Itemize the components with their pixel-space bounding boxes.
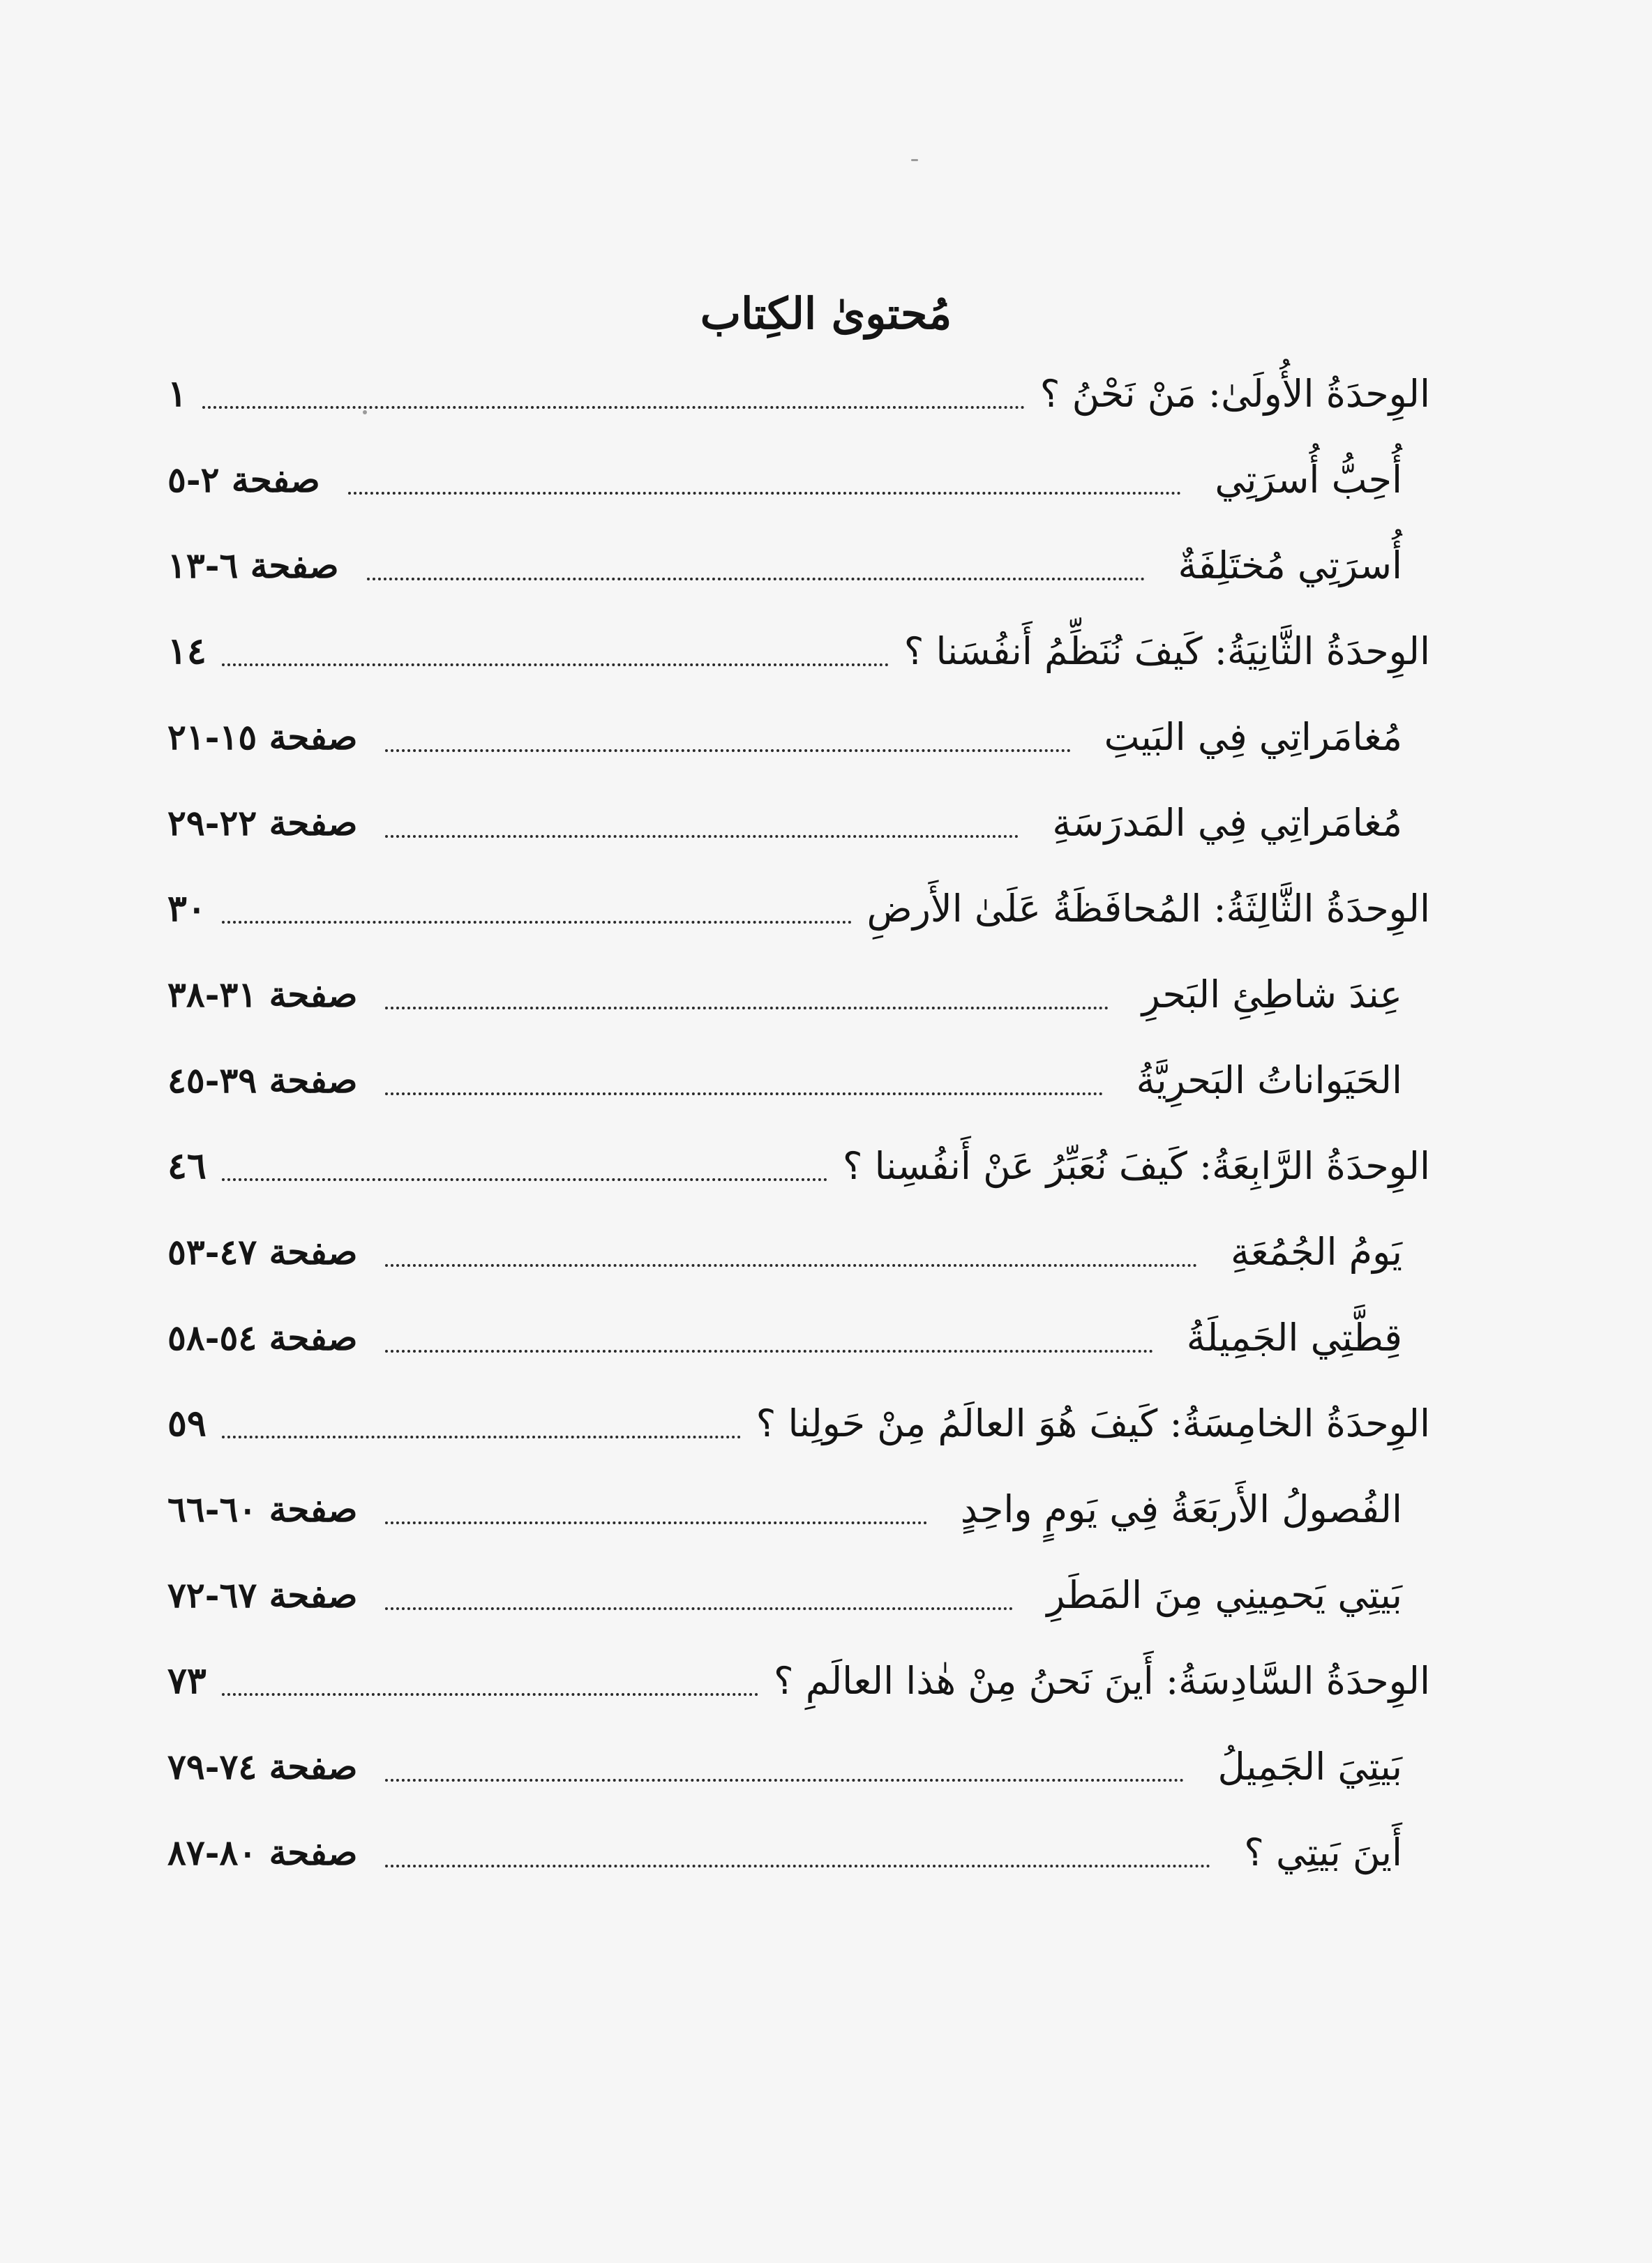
toc-lesson-3-1 [167, 963, 1430, 1026]
toc-lesson-4-1 [167, 1221, 1430, 1284]
toc-lesson-5-2 [167, 1564, 1430, 1627]
dotted-leader [222, 1429, 741, 1438]
dotted-leader [385, 1000, 1108, 1009]
toc-entry-title: الوِحدَةُ الثَّانِيَةُ: كَيفَ نُنَظِّمُ أَنفُسَنا ؟ [903, 629, 1430, 673]
toc-page-range: صفحة ٧٤-٧٩ [167, 1746, 358, 1787]
toc-page-number: ٣٠ [167, 887, 206, 930]
toc-lesson-2-2 [167, 792, 1430, 855]
dotted-leader [385, 1085, 1102, 1095]
toc-page-range: صفحة ٦٠-٦٦ [167, 1489, 358, 1530]
dotted-leader [385, 1343, 1152, 1353]
toc-page-number: ٧٣ [167, 1660, 206, 1702]
toc-page-range: صفحة ٦٧-٧٢ [167, 1574, 358, 1616]
dotted-leader [222, 1171, 827, 1181]
toc-page-range: صفحة ٢٢-٢٩ [167, 802, 358, 843]
toc-lesson-1-1 [167, 449, 1430, 511]
toc-entry-title: أُسرَتِي مُختَلِفَةٌ [1178, 543, 1402, 587]
page-title: مُحتوىٰ الكِتاب [700, 288, 952, 339]
toc-page-number: ٤٦ [167, 1145, 206, 1187]
toc-unit-1 [167, 363, 1430, 426]
dotted-leader [385, 1858, 1210, 1867]
scan-mark [363, 410, 367, 414]
toc-entry-title: الوِحدَةُ الرَّابِعَةُ: كَيفَ نُعَبِّرُ عَنْ أَنفُسِنا ؟ [842, 1144, 1430, 1188]
dotted-leader [385, 1600, 1013, 1610]
dotted-leader [222, 656, 889, 666]
toc-lesson-2-1 [167, 706, 1430, 769]
dotted-leader [367, 571, 1145, 580]
toc-unit-4 [167, 1135, 1430, 1198]
toc-entry-title: يَومُ الجُمُعَةِ [1230, 1230, 1402, 1274]
toc-entry-title: مُغامَراتِي فِي البَيتِ [1104, 715, 1402, 759]
toc-entry-title: الفُصولُ الأَربَعَةُ فِي يَومٍ واحِدٍ [960, 1487, 1402, 1531]
dotted-leader [222, 1686, 758, 1696]
toc-entry-title: الوِحدَةُ الخامِسَةُ: كَيفَ هُوَ العالَمُ مِنْ حَولِنا ؟ [756, 1401, 1430, 1445]
toc-page-number: ١ [167, 373, 187, 415]
toc-lesson-6-2 [167, 1821, 1430, 1884]
dotted-leader [222, 914, 852, 924]
toc-entry-title: بَيتِيَ الجَمِيلُ [1217, 1745, 1402, 1789]
toc-page-range: صفحة ٢-٥ [167, 459, 320, 500]
toc-lesson-6-1 [167, 1736, 1430, 1798]
dotted-leader [385, 1514, 926, 1524]
toc-entry-title: الحَيَواناتُ البَحرِيَّةُ [1136, 1058, 1402, 1102]
toc-page-range: صفحة ٣٩-٤٥ [167, 1060, 358, 1101]
dotted-leader [385, 742, 1070, 752]
toc-entry-title: الوِحدَةُ الثَّالِثَةُ: المُحافَظَةُ عَلَىٰ الأَرضِ [866, 887, 1430, 931]
toc-entry-title: قِطَّتِي الجَمِيلَةُ [1186, 1316, 1402, 1360]
toc-entry-title: أَينَ بَيتِي ؟ [1244, 1830, 1402, 1874]
toc-unit-5 [167, 1392, 1430, 1455]
toc-lesson-4-2 [167, 1307, 1430, 1369]
dotted-leader [385, 1772, 1184, 1782]
toc-page-range: صفحة ٦-١٣ [167, 545, 339, 586]
dotted-leader [348, 485, 1182, 495]
dotted-leader [385, 1257, 1196, 1267]
dotted-leader [202, 399, 1025, 409]
dotted-leader [385, 828, 1019, 838]
toc-page-number: ١٤ [167, 630, 206, 672]
toc-entry-title: أُحِبُّ أُسرَتِي [1215, 458, 1402, 502]
toc-page-range: صفحة ١٥-٢١ [167, 716, 358, 758]
toc-page-range: صفحة ٨٠-٨٧ [167, 1832, 358, 1873]
toc-entry-title: الوِحدَةُ السَّادِسَةُ: أَينَ نَحنُ مِنْ هٰذا العالَمِ ؟ [773, 1659, 1430, 1703]
toc-unit-3 [167, 878, 1430, 940]
scan-mark [911, 159, 918, 161]
toc-unit-2 [167, 620, 1430, 683]
toc-page-range: صفحة ٥٤-٥٨ [167, 1317, 358, 1358]
toc-lesson-3-2 [167, 1049, 1430, 1112]
toc-page-range: صفحة ٤٧-٥٣ [167, 1231, 358, 1272]
toc-page-range: صفحة ٣١-٣٨ [167, 974, 358, 1015]
toc-entry-title: بَيتِي يَحمِينِي مِنَ المَطَرِ [1046, 1573, 1402, 1617]
toc-page-number: ٥٩ [167, 1402, 206, 1445]
toc-entry-title: الوِحدَةُ الأُولَىٰ: مَنْ نَحْنُ ؟ [1039, 372, 1430, 416]
toc-unit-6 [167, 1650, 1430, 1713]
toc-entry-title: مُغامَراتِي فِي المَدرَسَةِ [1052, 801, 1402, 845]
toc-lesson-5-1 [167, 1478, 1430, 1541]
toc-entry-title: عِندَ شاطِئِ البَحرِ [1141, 972, 1402, 1016]
toc-lesson-1-2 [167, 534, 1430, 597]
